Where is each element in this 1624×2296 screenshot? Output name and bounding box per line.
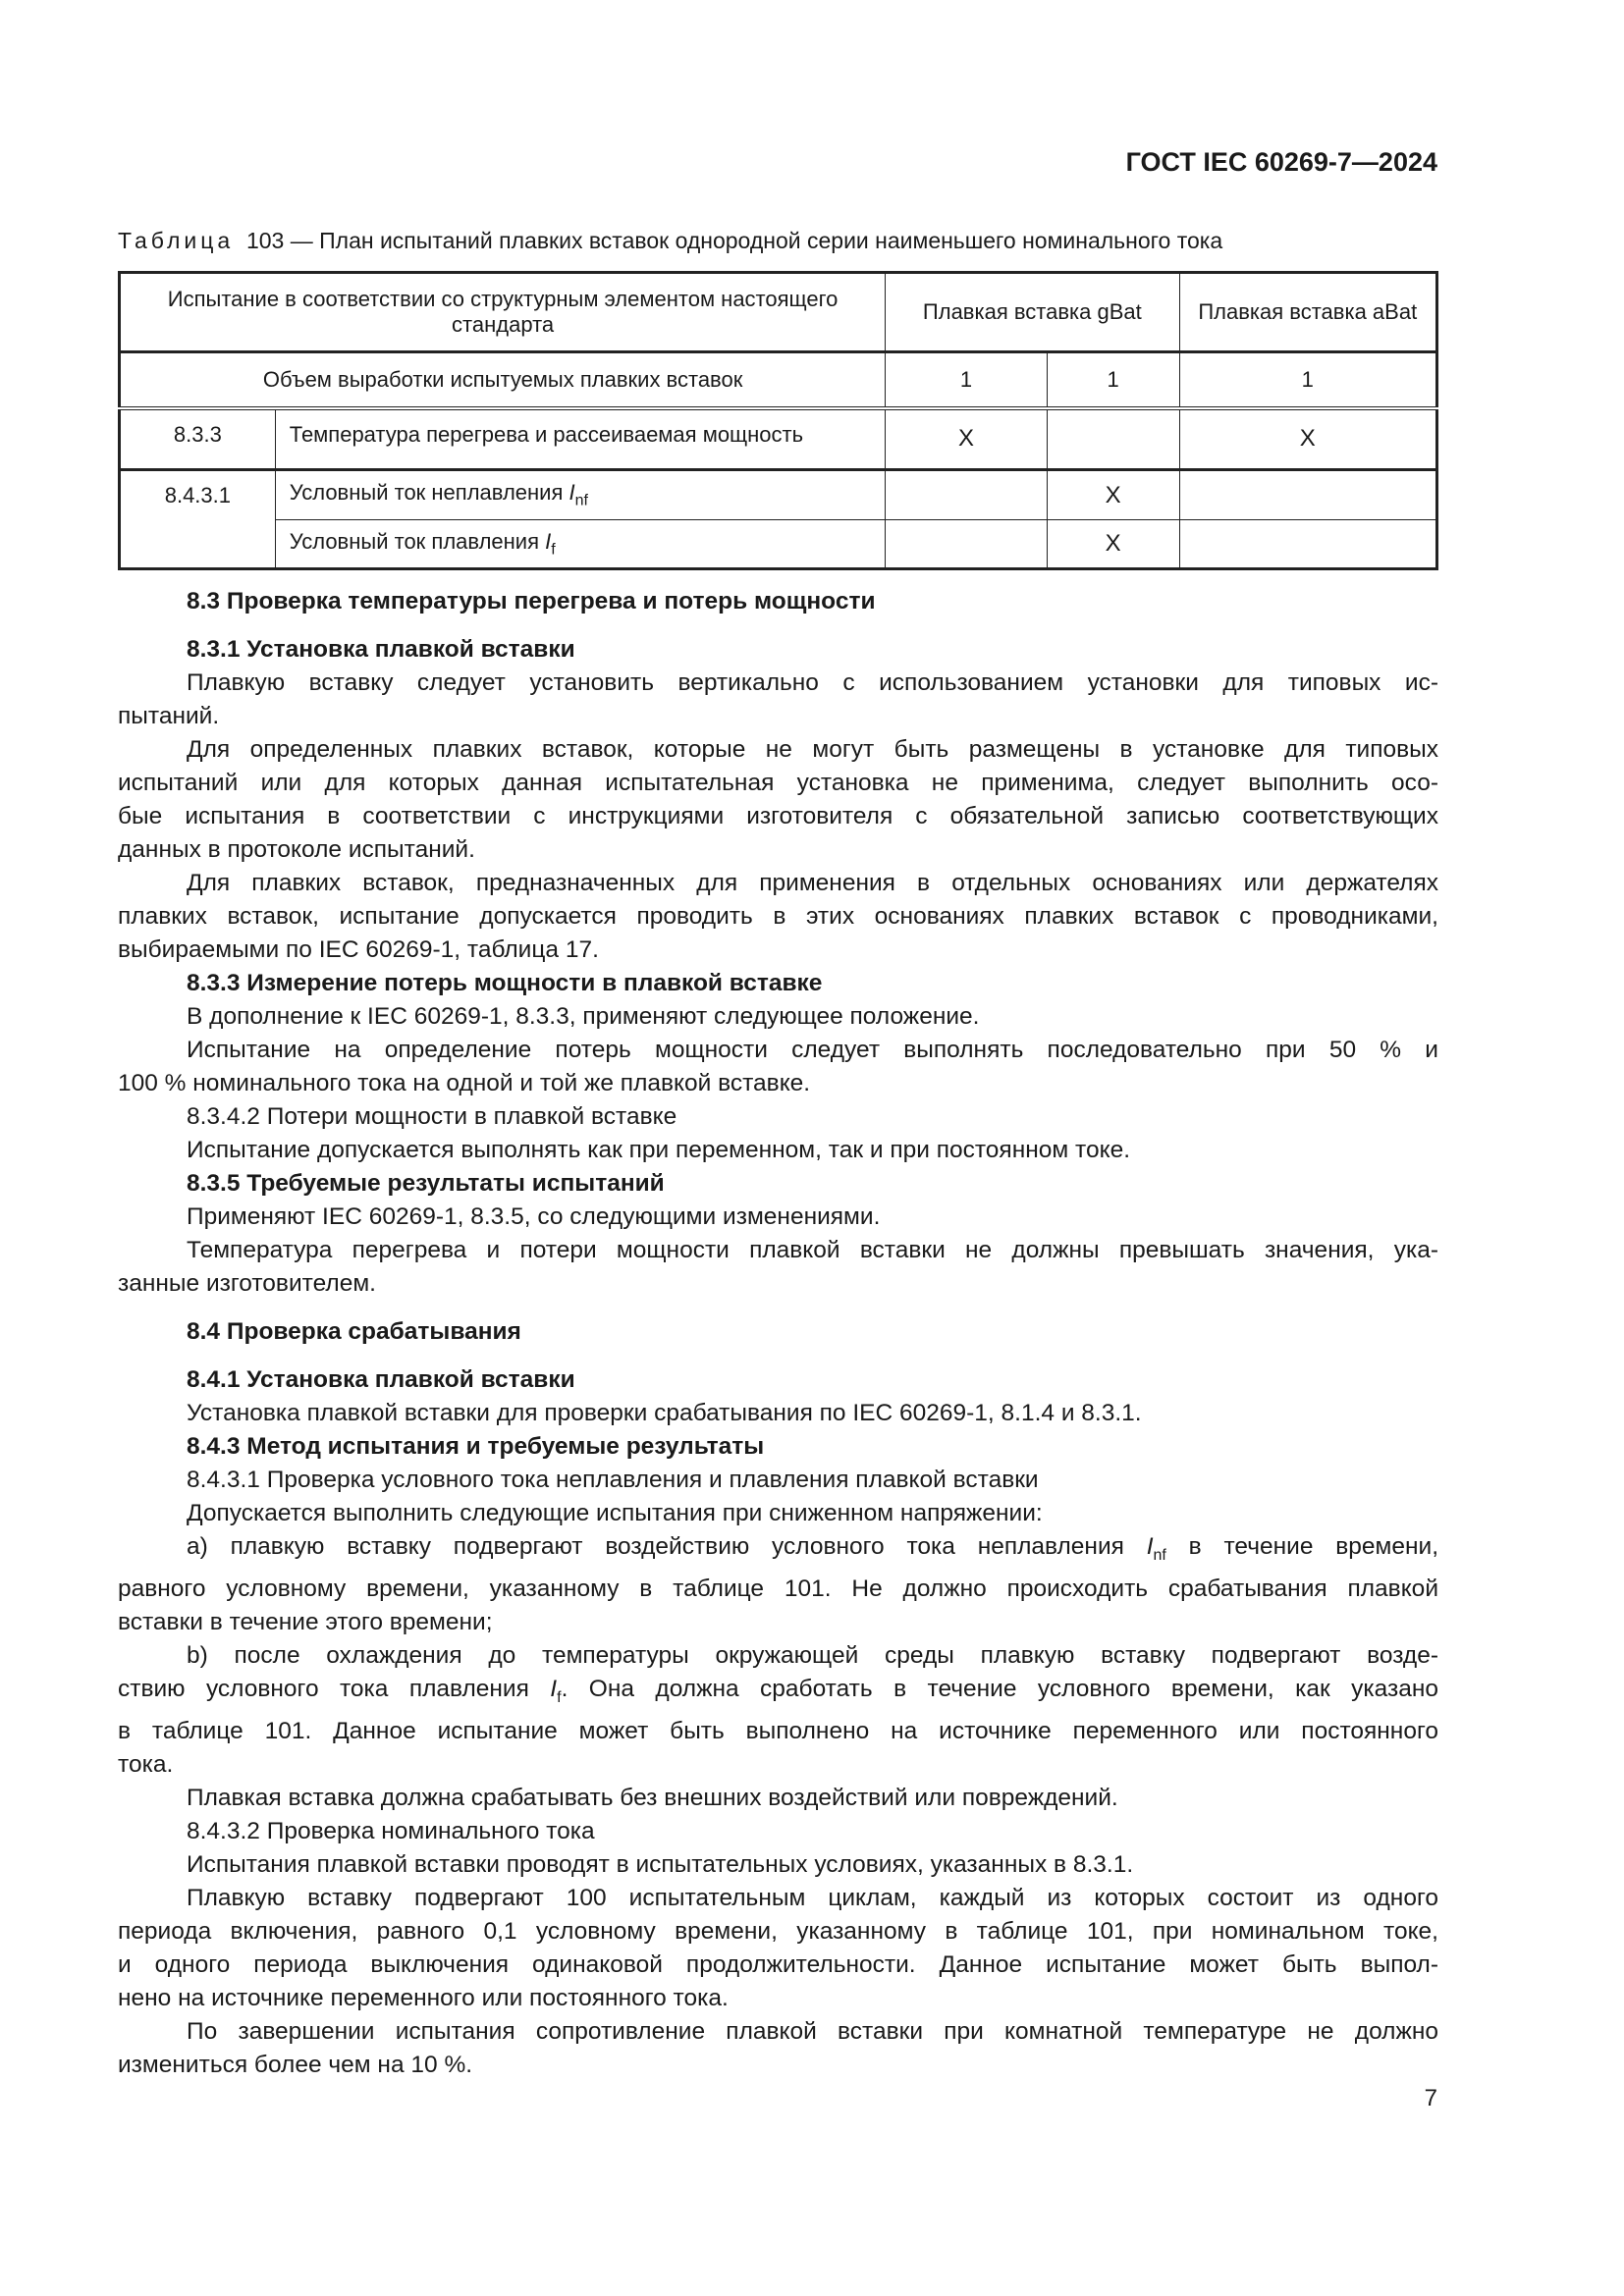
table-row: [120, 408, 1437, 470]
paragraph: [118, 1530, 1438, 1639]
paragraph: [118, 1639, 1438, 1782]
test-name: Условный ток плавления: [289, 528, 546, 554]
table-row: [120, 520, 1437, 569]
text-line: пытаний.: [118, 703, 220, 729]
text-line: Допускается выполнить следующие испытания при сниженном напряжении:: [187, 1500, 1043, 1526]
text-line: измениться более чем на 10 %.: [118, 2051, 473, 2078]
mark-cell: [1047, 408, 1179, 470]
text-line: 8.4.1 Установка плавкой вставки: [187, 1366, 575, 1393]
document-code: ГОСТ IEC 60269-7—2024: [1125, 147, 1437, 177]
section-heading: [118, 585, 1438, 618]
sample-label: Объем выработки испытуемых плавких вставок: [120, 352, 886, 408]
text-line: периода включения, равного 0,1 условному времени, указанному в таблице 101, при номинальном токе,: [118, 1917, 1438, 1945]
section-heading: [118, 1430, 1438, 1464]
text-line: бые испытания в соответствии с инструкциями изготовителя с обязательной записью соответствующих: [118, 803, 1438, 829]
sample-value: 1: [886, 352, 1048, 408]
test-name-cell: [275, 520, 885, 569]
text-line: вставки в течение этого времени;: [118, 1608, 493, 1635]
paragraph: [118, 2015, 1438, 2082]
text-line: Плавкая вставка должна срабатывать без внешних воздействий или повреждений.: [187, 1784, 1118, 1811]
text-line: плавких вставок, испытание допускается проводить в этих основаниях плавких вставок с проводниками,: [118, 903, 1438, 930]
text-line: Плавкую вставку следует установить вертикально с использованием установки для типовых ис-: [187, 669, 1438, 696]
section-heading: [118, 1363, 1438, 1397]
clause-cell: 8.3.3: [120, 408, 276, 470]
text-line: и одного периода выключения одинаковой продолжительности. Данное испытание может быть выпол-: [118, 1950, 1438, 1978]
test-plan-table: [118, 271, 1438, 570]
text-line: Для плавких вставок, предназначенных для применения в отдельных основаниях или держателях: [187, 870, 1438, 896]
text-line: 8.3.1 Установка плавкой вставки: [187, 636, 575, 663]
table-caption-word: Таблица: [118, 228, 235, 253]
table-caption-text: 103 — План испытаний плавких вставок однородной серии наименьшего номинального тока: [245, 228, 1223, 253]
text-line: выбираемыми по IEC 60269-1, таблица 17.: [118, 936, 599, 963]
text-line: равного условному времени, указанному в таблице 101. Не должно происходить срабатывания плавкой: [118, 1575, 1438, 1602]
text-line: Плавкую вставку подвергают 100 испытательным циклам, каждый из которых состоит из одного: [187, 1884, 1438, 1911]
paragraph: [118, 733, 1438, 867]
sample-value: 1: [1179, 352, 1436, 408]
section-heading: [118, 1315, 1438, 1349]
header-abat: Плавкая вставка aBat: [1179, 273, 1436, 352]
header-gbat: Плавкая вставка gBat: [886, 273, 1179, 352]
page-number: 7: [1424, 2085, 1437, 2111]
text-line: ствию условного тока плавления $I_f$. Она должна сработать в течение условного времени, как указано: [118, 1675, 1438, 1706]
text-line: В дополнение к IEC 60269-1, 8.3.3, применяют следующее положение.: [187, 1003, 980, 1030]
text-line: b) после охлаждения до температуры окружающей среды плавкую вставку подвергают возде-: [187, 1641, 1438, 1669]
section-heading: [118, 1167, 1438, 1201]
test-name-cell: Температура перегрева и рассеиваемая мощность: [275, 408, 885, 470]
text-line: 8.4.3.1 Проверка условного тока неплавления и плавления плавкой вставки: [187, 1467, 1039, 1493]
text-line: а) плавкую вставку подвергают воздействию условного тока неплавления $I_{nf}$ в течение времени,: [187, 1533, 1438, 1564]
clause-cell: 8.4.3.1: [120, 470, 276, 569]
mark-cell: X: [1179, 408, 1436, 470]
paragraph: [118, 1782, 1438, 1815]
text-line: тока.: [118, 1750, 174, 1778]
text-line: испытаний или для которых данная испытательная установка не применима, следует выполнить осо-: [118, 770, 1438, 796]
paragraph: [118, 1234, 1438, 1301]
section-heading: [118, 967, 1438, 1000]
text-line: Установка плавкой вставки для проверки срабатывания по IEC 60269-1, 8.1.4 и 8.3.1.: [187, 1400, 1142, 1426]
paragraph: [118, 1464, 1438, 1497]
text-line: 100 % номинального тока на одной и той же плавкой вставке.: [118, 1070, 811, 1096]
text-line: Испытание на определение потерь мощности следует выполнять последовательно при 50 % и: [187, 1037, 1438, 1063]
section-heading: [118, 633, 1438, 667]
text-line: По завершении испытания сопротивление плавкой вставки при комнатной температуре не должно: [187, 2017, 1438, 2045]
text-line: 8.4 Проверка срабатывания: [187, 1318, 521, 1345]
text-line: 8.3.3 Измерение потерь мощности в плавкой вставке: [187, 970, 823, 996]
table-row: [120, 470, 1437, 520]
text-line: 8.3 Проверка температуры перегрева и потерь мощности: [187, 588, 876, 614]
paragraph: [118, 1882, 1438, 2015]
text-line: данных в протоколе испытаний.: [118, 836, 475, 863]
paragraph: [118, 1000, 1438, 1034]
test-name-cell: [275, 470, 885, 520]
table-caption: [118, 228, 1222, 254]
text-line: нено на источнике переменного или постоянного тока.: [118, 1984, 729, 2011]
mark-cell: X: [1047, 470, 1179, 520]
mark-cell: X: [886, 408, 1048, 470]
text-line: 8.3.5 Требуемые результаты испытаний: [187, 1170, 665, 1197]
mark-cell: [1179, 520, 1436, 569]
symbol: I: [545, 528, 552, 554]
paragraph: [118, 1134, 1438, 1167]
text-line: Испытания плавкой вставки проводят в испытательных условиях, указанных в 8.3.1.: [187, 1850, 1134, 1878]
paragraph: [118, 667, 1438, 733]
symbol-subscript: f: [551, 541, 556, 559]
paragraph: [118, 1397, 1438, 1430]
paragraph: [118, 1100, 1438, 1134]
text-line: Температура перегрева и потери мощности плавкой вставки не должны превышать значения, ука-: [187, 1237, 1438, 1263]
text-line: Для определенных плавких вставок, которые не могут быть размещены в установке для типовых: [187, 736, 1438, 763]
text-line: 8.4.3 Метод испытания и требуемые результаты: [187, 1433, 765, 1460]
paragraph: [118, 1034, 1438, 1100]
text-line: 8.3.4.2 Потери мощности в плавкой вставке: [187, 1103, 677, 1130]
text-line: в таблице 101. Данное испытание может быть выполнено на источнике переменного или постоянного: [118, 1717, 1438, 1744]
paragraph: [118, 1815, 1438, 1848]
text-line: 8.4.3.2 Проверка номинального тока: [187, 1817, 595, 1844]
text-line: занные изготовителем.: [118, 1270, 376, 1297]
text-line: Испытание допускается выполнять как при переменном, так и при постоянном токе.: [187, 1137, 1131, 1163]
header-test-clause: Испытание в соответствии со структурным элементом настоящего стандарта: [120, 273, 886, 352]
mark-cell: [886, 470, 1048, 520]
paragraph: [118, 1848, 1438, 1882]
sample-value: 1: [1047, 352, 1179, 408]
text-line: Применяют IEC 60269-1, 8.3.5, со следующими изменениями.: [187, 1203, 881, 1230]
paragraph: [118, 867, 1438, 967]
paragraph: [118, 1497, 1438, 1530]
symbol-subscript: nf: [574, 492, 588, 509]
symbol: I: [568, 480, 575, 506]
mark-cell: [1179, 470, 1436, 520]
mark-cell: [886, 520, 1048, 569]
paragraph: [118, 1201, 1438, 1234]
test-name: Условный ток неплавления: [289, 480, 569, 506]
mark-cell: X: [1047, 520, 1179, 569]
document-body: [118, 585, 1438, 2082]
